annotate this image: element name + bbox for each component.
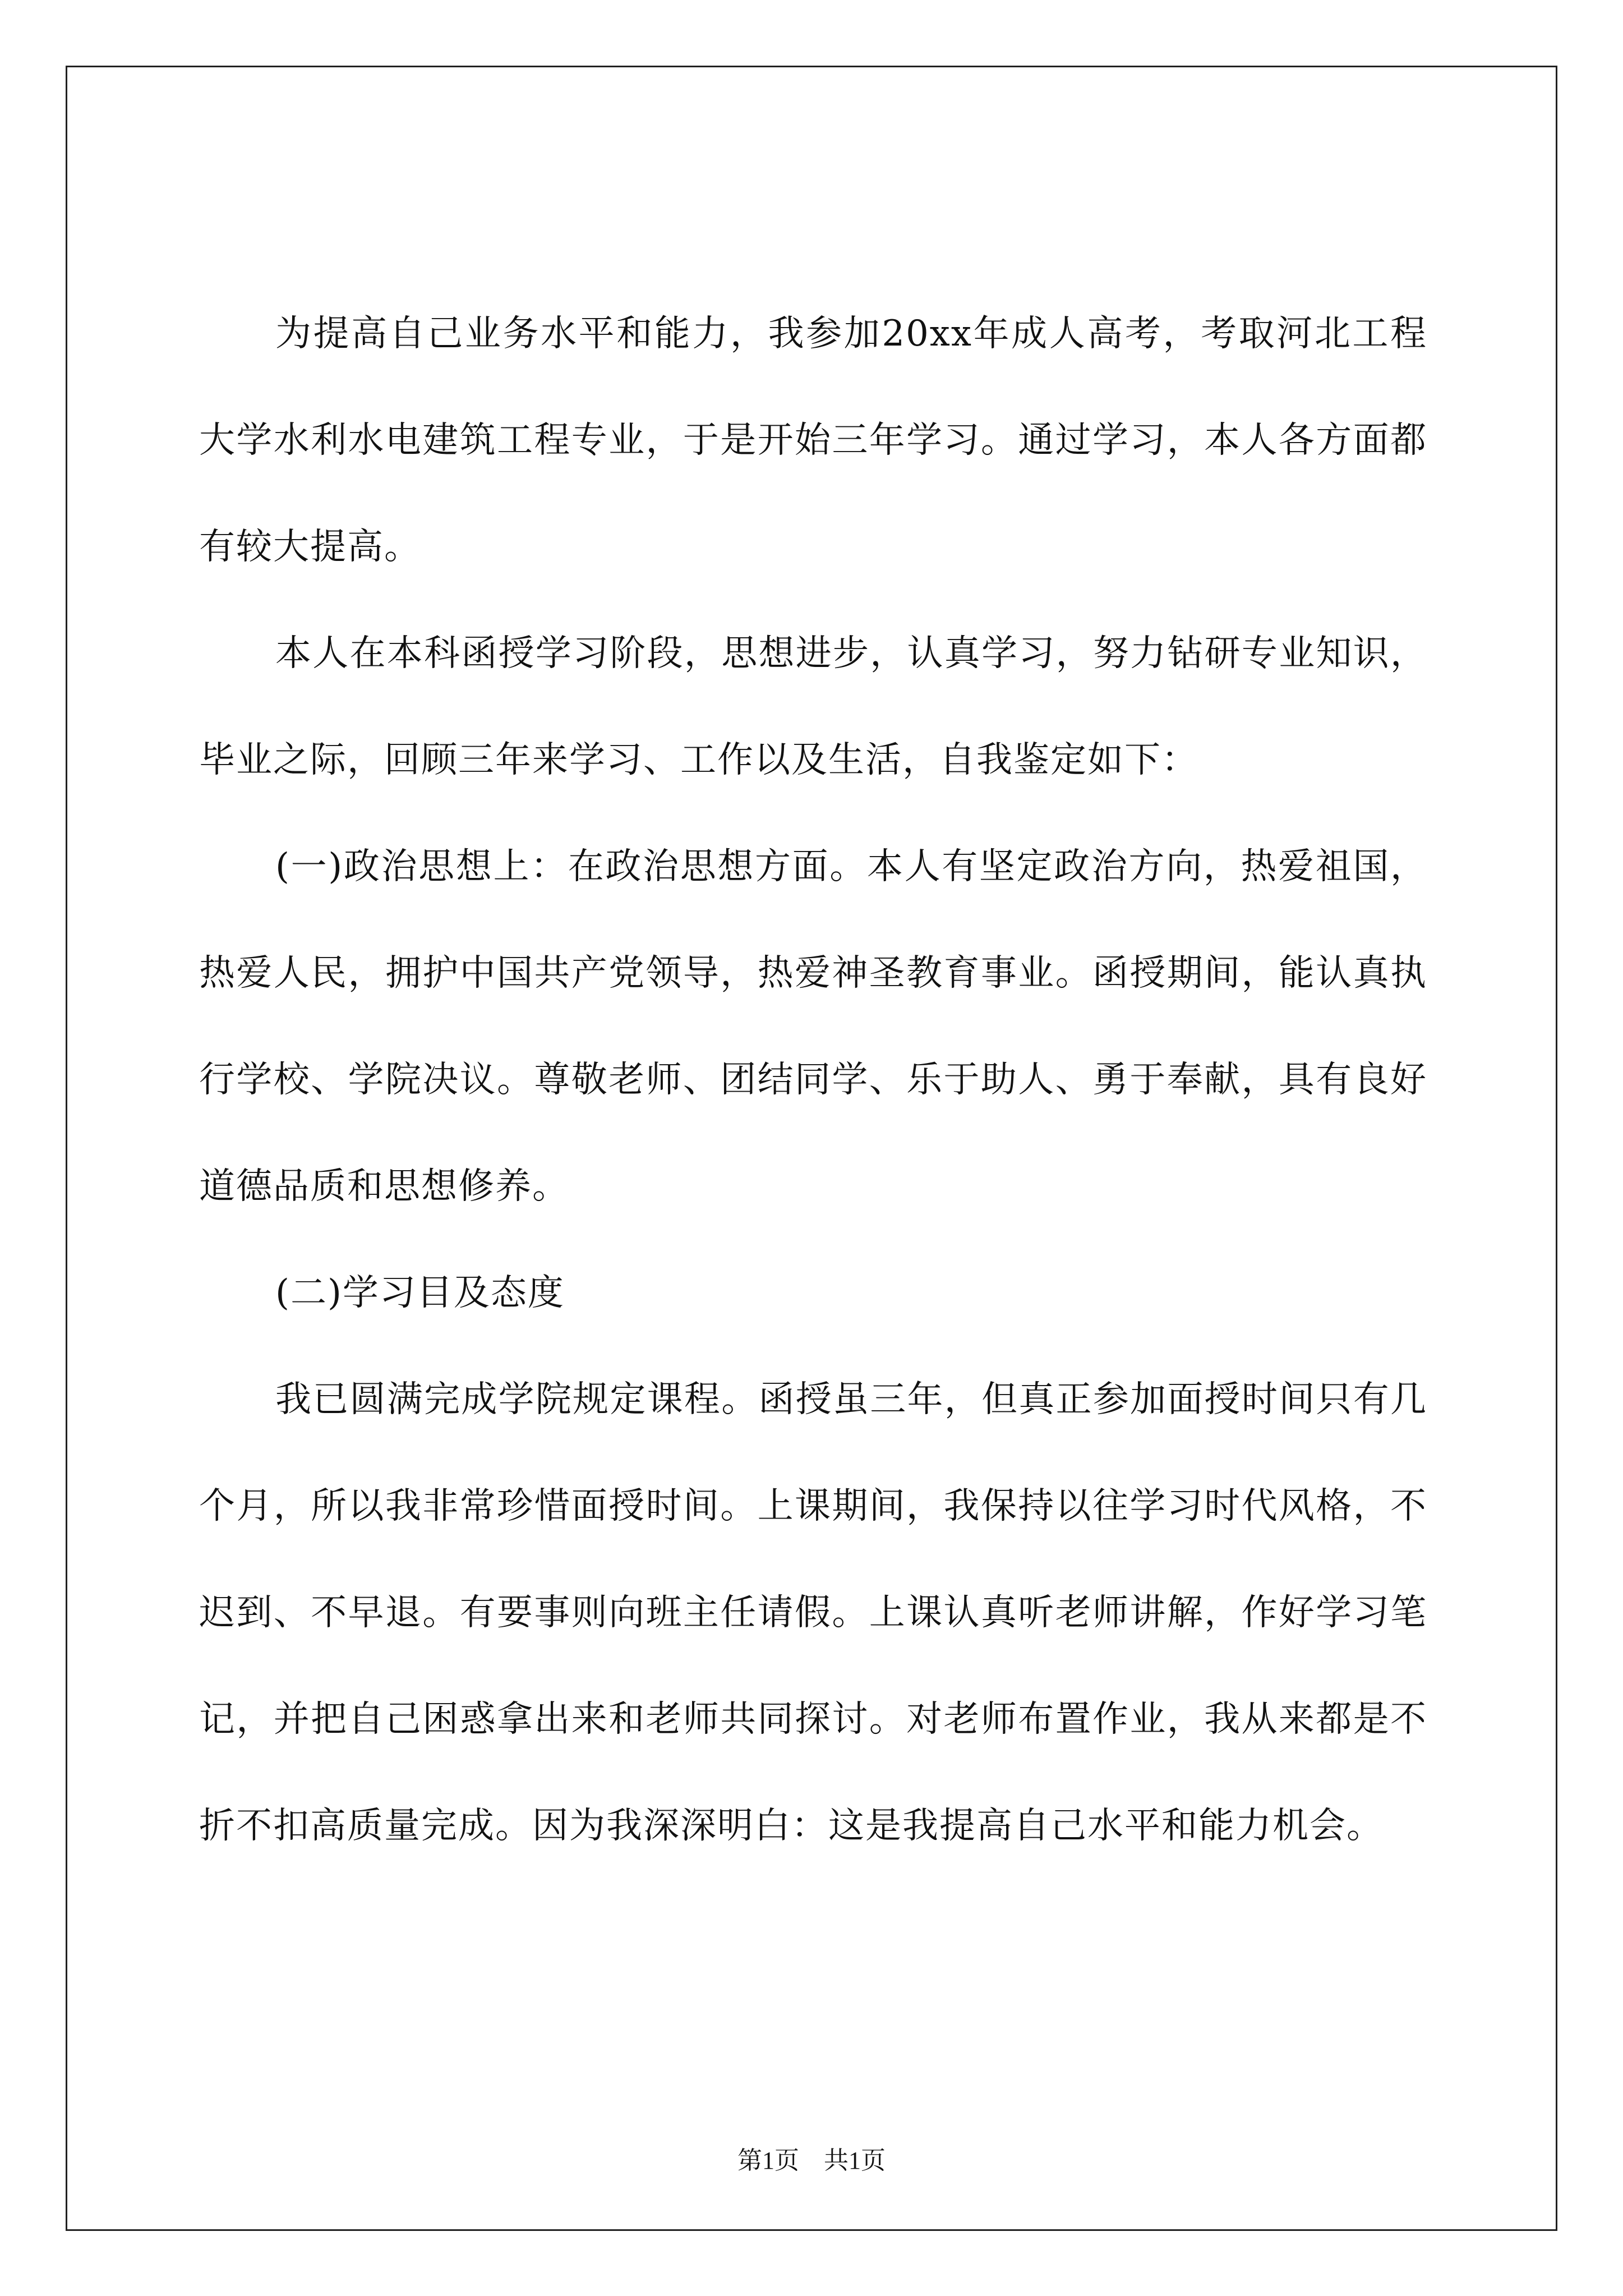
paragraph-3: (一)政治思想上：在政治思想方面。本人有坚定政治方向，热爱祖国，热爱人民，拥护中国共产党领导，热爱神圣教育事业。函授期间，能认真执行学校、学院决议。尊敬老师、团结同学、乐于助人、勇于奉献，具有良好道德品质和思想修养。 xyxy=(199,846,1427,1207)
page-footer: 第1页 共1页 xyxy=(737,2147,886,2174)
paragraph-4: (二)学习目及态度 xyxy=(275,1272,565,1314)
paragraph-5: 我已圆满完成学院规定课程。函授虽三年，但真正参加面授时间只有几个月，所以我非常珍惜面授时间。上课期间，我保持以往学习时代风格，不迟到、不早退。有要事则向班主任请假。上课认真听老师讲解，作好学习笔记，并把自己困惑拿出来和老师共同探讨。对老师布置作业，我从来都是不折不扣高质量完成。因为我深深明白：这是我提高自己水平和能力机会。 xyxy=(199,1379,1427,1847)
paragraph-2: 本人在本科函授学习阶段，思想进步，认真学习，努力钻研专业知识，毕业之际，回顾三年来学习、工作以及生活，自我鉴定如下： xyxy=(199,633,1427,781)
document-body xyxy=(199,280,1427,1879)
paragraph-1: 为提高自己业务水平和能力，我参加20xx年成人高考，考取河北工程大学水利水电建筑工程专业，于是开始三年学习。通过学习，本人各方面都有较大提高。 xyxy=(199,313,1427,568)
